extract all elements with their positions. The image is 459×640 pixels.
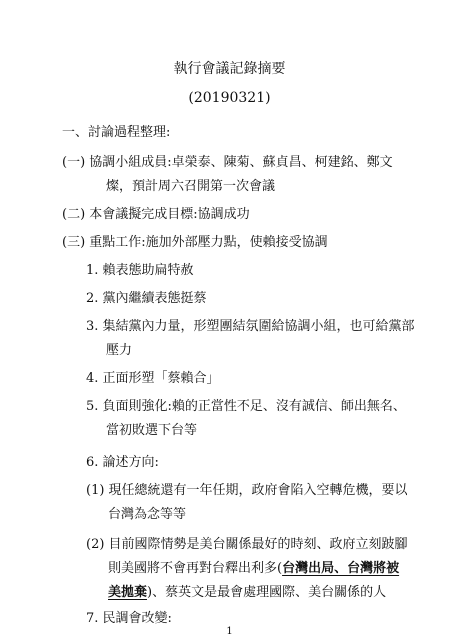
- point-1: 1. 賴表態助扁特赦: [86, 263, 194, 278]
- point-4: 4. 正面形塑「蔡賴合」: [86, 371, 220, 386]
- point-3-line-1: 3. 集結黨內力量，形塑團結氛圍給協調小組，也可給黨部: [86, 319, 415, 334]
- item-2: (二) 本會議擬完成目標:協調成功: [62, 207, 250, 222]
- item-3: (三) 重點工作:施加外部壓力點，使賴接受協調: [62, 235, 328, 250]
- sub-2-emphasis-1: 台灣出局、台灣將被: [282, 561, 400, 576]
- sub-1-line-1: (1) 現任總統還有一年任期，政府會陷入空轉危機，要以: [86, 483, 408, 498]
- sub-2-line-3: [108, 584, 386, 602]
- sub-2-line-2-text: 則美國將不會再對台釋出利多(: [108, 561, 283, 576]
- point-6: 6. 論述方向:: [86, 455, 159, 470]
- document-date: (20190321): [188, 90, 271, 106]
- item-1-line-2: 燦，預計周六召開第一次會議: [106, 179, 276, 194]
- point-3-line-2: 壓力: [106, 343, 133, 358]
- sub-2-emphasis-2: 美拋棄: [108, 585, 148, 600]
- sub-2-line-1: (2) 目前國際情勢是美台關係最好的時刻、政府立刻跛腳: [86, 537, 408, 552]
- page-number: 1: [226, 626, 233, 637]
- sub-2-line-2: [108, 560, 399, 578]
- item-1-line-1: (一) 協調小組成員:卓榮泰、陳菊、蘇貞昌、柯建銘、鄭文: [62, 155, 393, 170]
- point-5-line-1: 5. 負面則強化:賴的正當性不足、沒有誠信、師出無名、: [86, 399, 406, 414]
- document-title: 執行會議記錄摘要: [173, 61, 286, 77]
- sub-1-line-2: 台灣為念等等: [108, 507, 187, 522]
- point-2: 2. 黨內繼續表態挺蔡: [86, 291, 207, 306]
- point-7: 7. 民調會改變:: [86, 611, 172, 626]
- section-heading: 一、討論過程整理:: [62, 125, 171, 140]
- sub-2-line-3-text: )、蔡英文是最會處理國際、美台關係的人: [147, 585, 387, 600]
- point-5-line-2: 當初敗選下台等: [106, 423, 198, 438]
